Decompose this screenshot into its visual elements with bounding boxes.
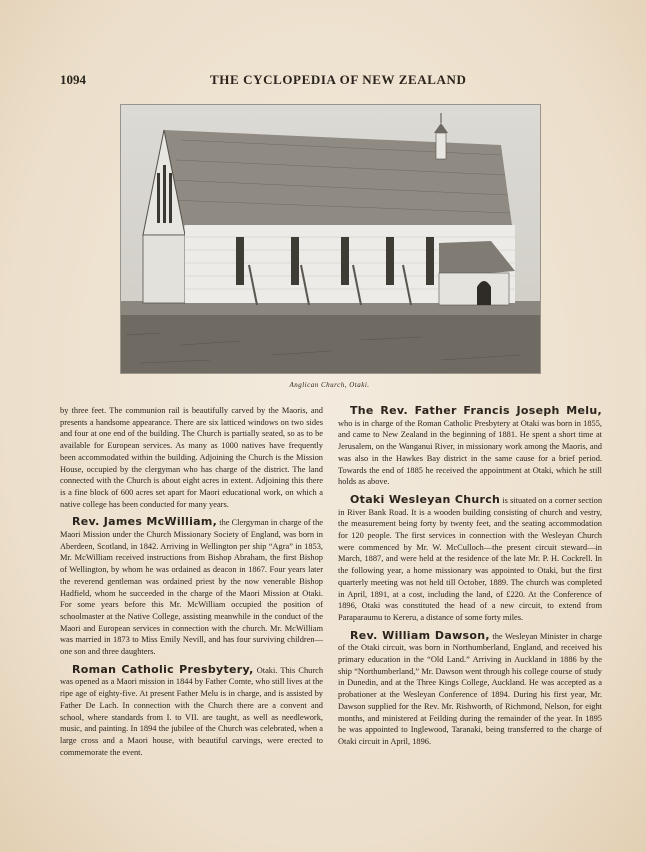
dawson-heading: Rev. William Dawson, xyxy=(350,628,490,642)
photo-caption: Anglican Church, Otaki. xyxy=(289,381,370,389)
melu-heading: The Rev. Father Francis Joseph Melu, xyxy=(350,404,602,417)
wesleyan-section xyxy=(338,494,602,624)
mcwilliam-section xyxy=(60,516,323,657)
melu-section xyxy=(338,405,602,488)
presbytery-section xyxy=(60,664,323,759)
wesleyan-heading: Otaki Wesleyan Church xyxy=(350,492,501,506)
left-column xyxy=(60,405,323,764)
wesleyan-text: is situated on a corner section in River Bank Road. It is a wooden building consisting of church and vestry, the measurement being forty by twenty feet, and the seating accommodation for 120 people. The first services in connection with the Wesleyan Church were commenced by Mr. W. McCulloch—the present circuit steward—in March, 1887, and were held at the residence of the late Mr. P. H. Cockrell. In the following year, a home missionary was appointed to Otaki, but the first quarterly meeting was not held till October, 1889. The church was completed in April, 1891, at a cost, including the land, of £220. At the Conference of 1896, Otaki was constituted the head of a new circuit, to extend from Paraparaumu to Kereru, a distance of some forty miles. xyxy=(338,495,603,622)
church-description: by three feet. The communion rail is beautifully carved by the Maoris, and presents a handsome appearance. There are six latticed windows on two sides and four at one end of the building. The Church is partially seated, so as to be available for European services. As many as 1000 natives have frequently been accommodated within the building. Adjoining the Church is the Mission House, occupied by the clergyman who has charge of the district. The land connected with the Church is about eight acres in extent. Adjoining this there is a fine block of 600 acres set apart for Maori educational work, on which a native college has been conducted for many years. xyxy=(60,406,323,509)
melu-text: who is in charge of the Roman Catholic Presbytery at Otaki was born in 1855, and came to New Zealand in the beginning of 1881. He spent a short time at Jerusalem, on the Wanganui River, in missionary work among the Maoris, and was also in the Hawkes Bay district in the same cause for a brief period. Towards the end of 1885 he received the appointment at Otaki, which he still holds as above. xyxy=(338,418,602,487)
presbytery-text: Otaki. This Church was opened as a Maori mission in 1844 by Father Comte, who still lives at the ripe age of eighty-five. At present Father Melu is in charge, and is assisted by Father De Lach. In connection with the Church there are a convent and school, where standards from I. to VII. are taught, as well as needlework, music, and painting. In 1894 the jubilee of the Church was celebrated, when a large cross and a Maori house, with beautiful carvings, were erected to commemorate the event. xyxy=(60,665,324,757)
church-photograph xyxy=(120,104,541,374)
dawson-section xyxy=(338,630,602,748)
mcwilliam-text: the Clergyman in charge of the Maori Mission under the Church Missionary Society of England, was born in Aberdeen, Scotland, in 1842. Arriving in Wellington per ship “Agra” in 1853, Mr. McWilliam received instructions from Bishop Abraham, the first Bishop of Wellington, by whom he was ordained as deacon in 1867. Four years later the reverend gentleman was ordained priest by the now venerable Bishop Hadfield, whom he succeeded in the charge of the Maori Mission at Otaki. For some years before this Mr. McWilliam occupied the position of schoolmaster at the Native College, assisting meanwhile in the conduct of the Maori and European services in connection with the church. Mr. McWilliam was married in 1873 to Miss Emily Nevill, and has four surviving children—one son and three daughters. xyxy=(60,518,324,657)
right-column xyxy=(338,405,602,754)
dawson-text: the Wesleyan Minister in charge of the Otaki circuit, was born in Northumberland, England, and received his primary education in the “Old Land.” Arriving in Auckland in 1886 by the ship “Northumberland,” Mr. Dawson went through his college course of study in Dunedin, and at the Three Kings College, Auckland. He was accepted as a probationer at the Wesleyan Conference of 1894. During his first year, Mr. Dawson supplied for the Rev. Mr. Rishworth, of Richmond, Nelson, for eight months, and ministered at Feilding during the remainder of the year. In 1895 he was appointed to Inglewood, Taranaki, being transferred to the charge of Otaki circuit in April, 1896. xyxy=(338,631,602,746)
church-illustration xyxy=(121,105,540,373)
presbytery-heading: Roman Catholic Presbytery, xyxy=(72,662,254,676)
running-title: THE CYCLOPEDIA OF NEW ZEALAND xyxy=(210,72,467,87)
page-header xyxy=(60,72,550,90)
mcwilliam-heading: Rev. James McWilliam, xyxy=(72,515,218,529)
page-number: 1094 xyxy=(60,72,86,87)
